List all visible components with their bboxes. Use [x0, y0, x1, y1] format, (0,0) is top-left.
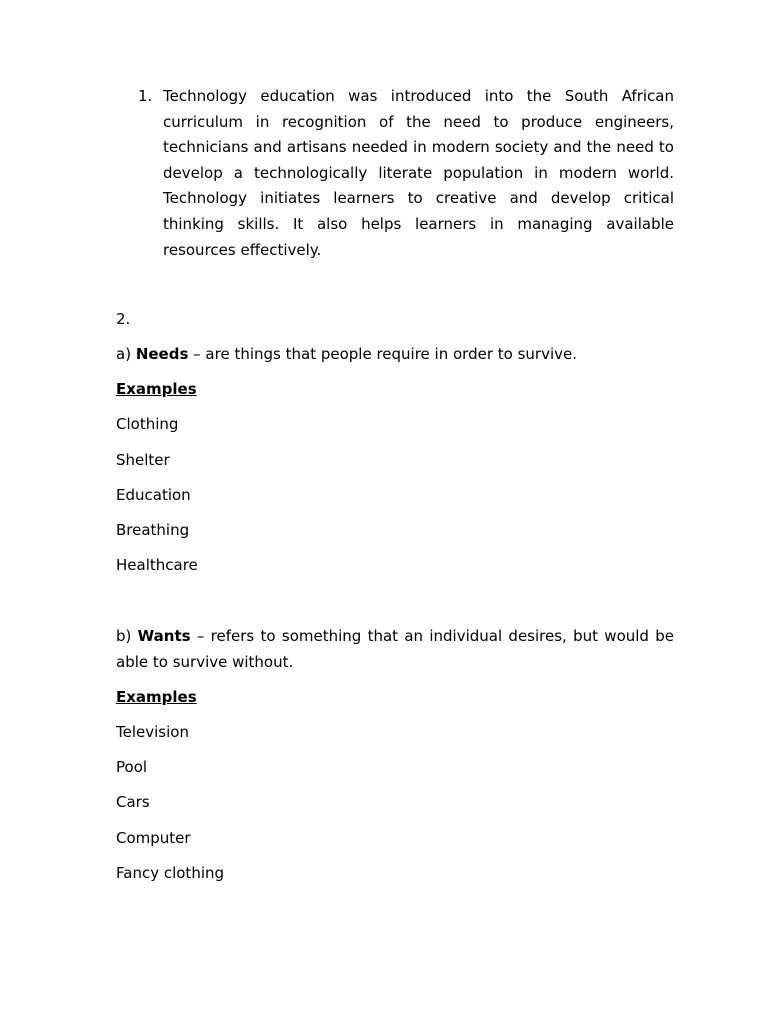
wants-example-item: Cars	[116, 793, 150, 811]
wants-term: Wants	[137, 627, 191, 645]
wants-example-item: Pool	[116, 758, 148, 776]
needs-definition	[116, 342, 674, 368]
wants-definition-text: – refers to something that an individual desires, but would be able to survive without.	[116, 627, 674, 671]
needs-examples-heading: Examples	[116, 380, 197, 398]
needs-example-item: Healthcare	[116, 556, 198, 574]
wants-examples-heading: Examples	[116, 688, 197, 706]
question-1	[138, 84, 674, 263]
wants-example-item: Television	[116, 723, 189, 741]
needs-prefix: a)	[116, 345, 136, 363]
question-1-answer: Technology education was introduced into the South African curriculum in recognition of the need to produce engineers, technicians and artisans needed in modern society and the need to develop a technologically literate population in modern world. Technology initiates learners to creative and develop critical thinking skills. It also helps learners in managing available resources effectively.	[163, 87, 674, 259]
needs-example-item: Breathing	[116, 521, 190, 539]
needs-example-item: Shelter	[116, 451, 170, 469]
needs-example-item: Clothing	[116, 415, 179, 433]
wants-example-item: Computer	[116, 829, 191, 847]
needs-example-item: Education	[116, 486, 191, 504]
needs-term: Needs	[135, 345, 189, 363]
wants-definition	[116, 624, 674, 675]
wants-example-item: Fancy clothing	[116, 864, 225, 882]
question-1-number: 1.	[138, 87, 153, 105]
needs-definition-text: – are things that people require in order to survive.	[188, 345, 577, 363]
wants-prefix: b)	[116, 627, 138, 645]
question-2-number: 2.	[116, 310, 131, 328]
